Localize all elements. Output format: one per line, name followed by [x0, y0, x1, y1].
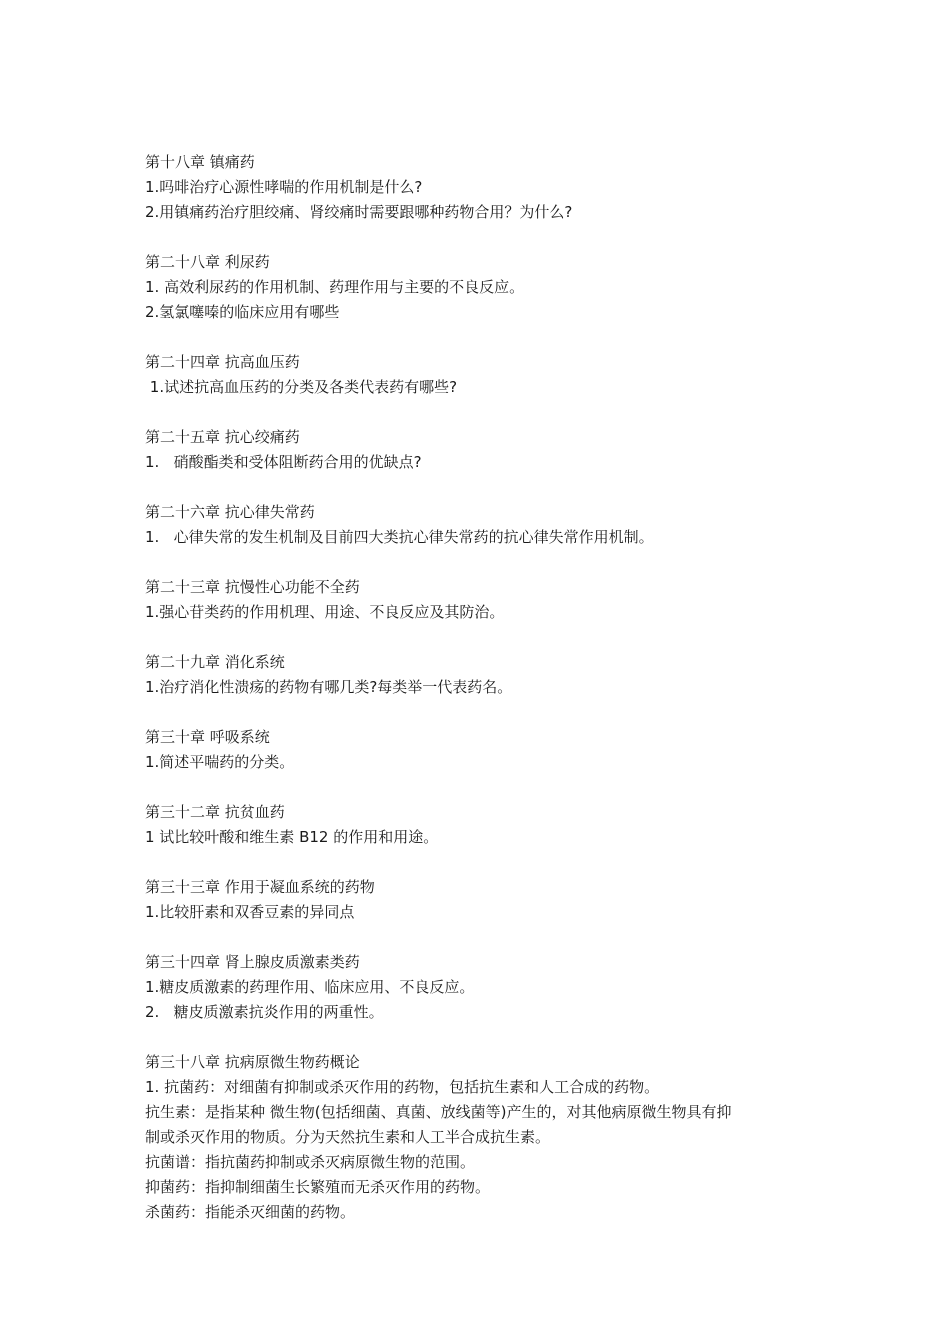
definition-line: 杀菌药：指能杀灭细菌的药物。 [145, 1203, 356, 1221]
question-line: 1.试述抗高血压药的分类及各类代表药有哪些? [145, 378, 458, 396]
definition-line: 1. 抗菌药：对细菌有抑制或杀灭作用的药物，包括抗生素和人工合成的药物。 [145, 1078, 660, 1096]
question-line: 1.强心苷类药的作用机理、用途、不良反应及其防治。 [145, 603, 505, 621]
section [145, 950, 825, 1025]
chapter-title: 第三十二章 抗贫血药 [145, 803, 285, 821]
chapter-title: 第二十八章 利尿药 [145, 253, 270, 271]
question-line: 1.治疗消化性溃疡的药物有哪几类?每类举一代表药名。 [145, 678, 513, 696]
chapter-title: 第三十四章 肾上腺皮质激素类药 [145, 953, 360, 971]
question-line: 1. 心律失常的发生机制及目前四大类抗心律失常药的抗心律失常作用机制。 [145, 528, 654, 546]
section [145, 725, 825, 775]
question-line: 1.吗啡治疗心源性哮喘的作用机制是什么? [145, 178, 423, 196]
question-line: 1. 高效利尿药的作用机制、药理作用与主要的不良反应。 [145, 278, 525, 296]
chapter-title: 第二十三章 抗慢性心功能不全药 [145, 578, 360, 596]
section [145, 425, 825, 475]
chapter-title: 第二十九章 消化系统 [145, 653, 285, 671]
question-line: 2.用镇痛药治疗胆绞痛、肾绞痛时需要跟哪种药物合用？为什么? [145, 203, 573, 221]
section [145, 150, 825, 225]
chapter-title: 第三十章 呼吸系统 [145, 728, 270, 746]
section [145, 875, 825, 925]
section [145, 250, 825, 325]
chapter-title: 第三十三章 作用于凝血系统的药物 [145, 878, 375, 896]
section [145, 575, 825, 625]
chapter-title: 第二十五章 抗心绞痛药 [145, 428, 300, 446]
chapter-title: 第十八章 镇痛药 [145, 153, 255, 171]
question-line: 1.糖皮质激素的药理作用、临床应用、不良反应。 [145, 978, 475, 996]
chapter-title: 第二十四章 抗高血压药 [145, 353, 300, 371]
chapter-title: 第三十八章 抗病原微生物药概论 [145, 1053, 360, 1071]
question-line: 2. 糖皮质激素抗炎作用的两重性。 [145, 1003, 384, 1021]
section [145, 800, 825, 850]
question-line: 2.氢氯噻嗪的临床应用有哪些 [145, 303, 340, 321]
question-line: 1 试比较叶酸和维生素 B12 的作用和用途。 [145, 828, 439, 846]
section [145, 1050, 825, 1225]
question-line: 1.比较肝素和双香豆素的异同点 [145, 903, 355, 921]
section [145, 650, 825, 700]
definition-line: 抗生素：是指某种 微生物(包括细菌、真菌、放线菌等)产生的，对其他病原微生物具有抑 [145, 1103, 732, 1121]
question-line: 1. 硝酸酯类和受体阻断药合用的优缺点? [145, 453, 422, 471]
definition-line: 抑菌药：指抑制细菌生长繁殖而无杀灭作用的药物。 [145, 1178, 491, 1196]
definition-line: 制或杀灭作用的物质。分为天然抗生素和人工半合成抗生素。 [145, 1128, 551, 1146]
question-line: 1.简述平喘药的分类。 [145, 753, 295, 771]
section [145, 350, 825, 400]
definition-line: 抗菌谱：指抗菌药抑制或杀灭病原微生物的范围。 [145, 1153, 476, 1171]
chapter-title: 第二十六章 抗心律失常药 [145, 503, 315, 521]
section [145, 500, 825, 550]
document-content [145, 150, 825, 1250]
